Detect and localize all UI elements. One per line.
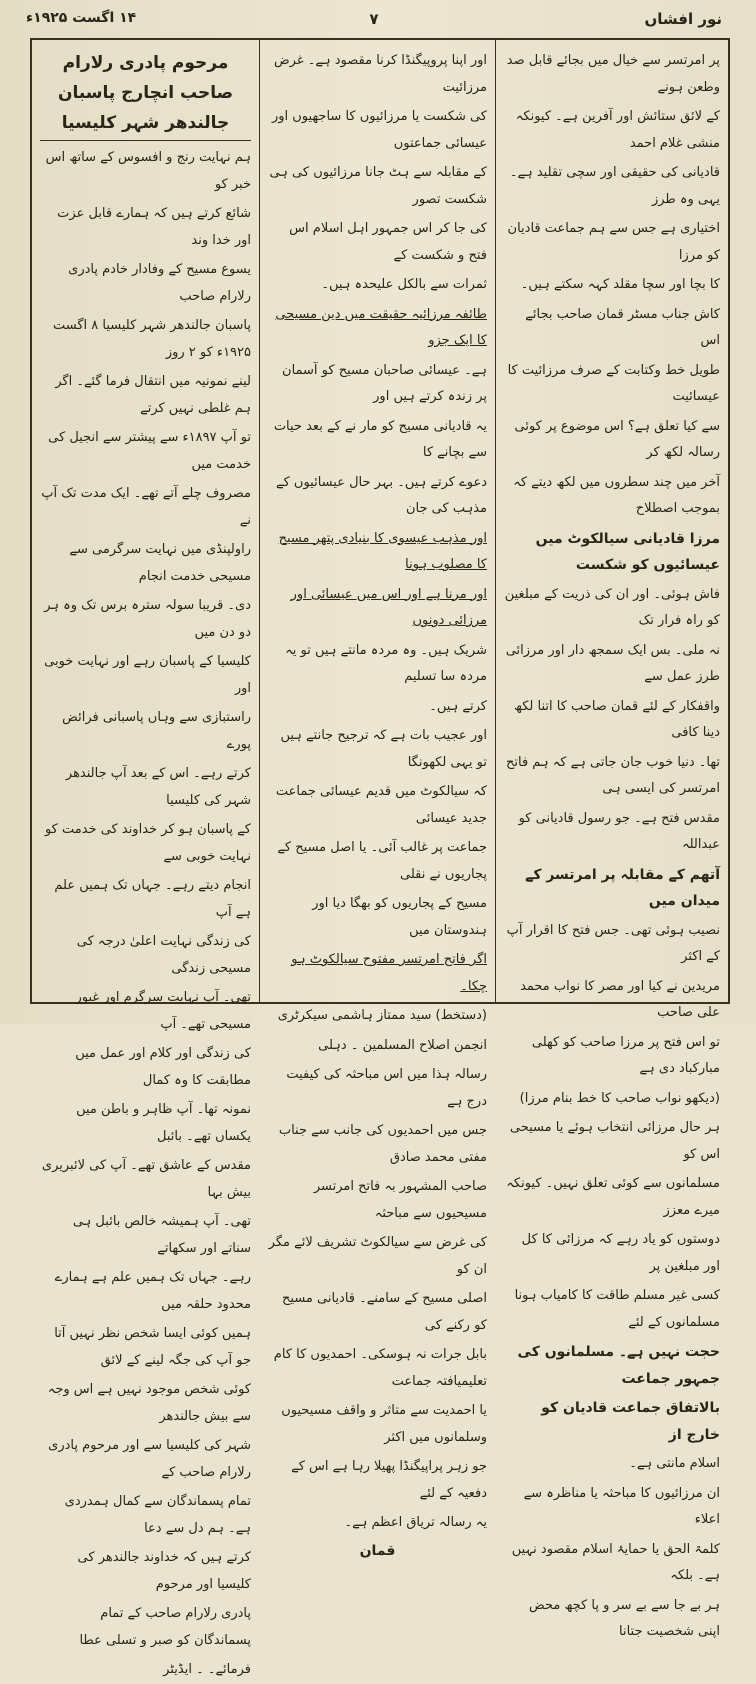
column-left xyxy=(32,40,260,1677)
text-line: پر امرتسر سے خیال میں بجائے قابل صد وطعن ہونے xyxy=(506,53,720,95)
text-line: اور مذہب عیسوی کا بنیادی پتھر مسیح کا مصلوب ہونا xyxy=(278,530,487,572)
text-line: کے مقابلہ سے ہٹ جانا مرزائیوں کی ہی شکست تصور xyxy=(269,165,487,207)
text-line: (دیکھو نواب صاحب کا خط بنام مرزا) xyxy=(519,1090,720,1106)
text-line: کلمۃ الحق یا حمایۂ اسلام مقصود نہیں ہے۔ بلکہ xyxy=(511,1541,720,1583)
text-line: مقدس فتح ہے۔ جو رسول قادیانی کو عبداللہ xyxy=(518,810,720,852)
text-line: شائع کرتے ہیں کہ ہمارے قابل عزت اور خدا وند xyxy=(57,206,251,248)
text-line: کوئی شخص موجود نہیں ہے اس وجہ سے بیش جالندھر xyxy=(47,1382,251,1424)
text-line: فرمائے۔ ۔ ایڈیٹر xyxy=(163,1662,251,1677)
column-right xyxy=(496,40,728,1639)
text-line: کی غرض سے سیالکوٹ تشریف لائے مگر ان کو xyxy=(268,1235,487,1277)
text-line: کرتے ہیں۔ xyxy=(429,698,487,714)
text-line: دعوے کرتے ہیں۔ بہر حال عیسائیوں کے مذہب کی جان xyxy=(275,474,487,516)
obituary-title: مرحوم پادری رلارام صاحب انچارج پاسبان جالندھر شہر کلیسیا xyxy=(40,48,251,141)
text-line: مقدس کے عاشق تھے۔ آپ کی لائبریری بیش بہا xyxy=(41,1158,251,1200)
text-line: یہ رسالہ تریاق اعظم ہے۔ xyxy=(344,1515,487,1530)
issue-date: ۱۴ اگست ۱۹۲۵ء xyxy=(26,10,137,26)
signature: قمان xyxy=(359,1542,396,1559)
text-line: سے کیا تعلق ہے؟ اس موضوع پر کوئی رسالہ لکھ کر xyxy=(514,418,720,460)
text-line: کے لائق ستائش اور آفرین ہے۔ کیونکہ منشی غلام احمد xyxy=(515,109,720,151)
text-line: ثمرات سے بالکل علیحدہ ہیں۔ xyxy=(321,277,487,292)
text-line: پادری رلارام صاحب کے تمام پسماندگان کو صبر و تسلی عطا xyxy=(79,1606,251,1648)
text-line: ہر حال مرزائی انتخاب ہوئے یا مسیحی اس کو xyxy=(509,1120,720,1162)
text-line: اور عجیب بات ہے کہ ترجیح جانتے ہیں تو یہی لکھونگا xyxy=(280,728,487,770)
text-line: ہمیں کوئی ایسا شخص نظر نہیں آتا جو آپ کی جگہ لینے کے لائق xyxy=(54,1326,251,1368)
text-line: تھی۔ آپ ہمیشہ خالص بائبل ہی سناتے اور سکھاتے xyxy=(72,1214,251,1256)
text-line: طویل خط وکتابت کے صرف مرزائیت کا عیسائیت xyxy=(507,362,720,404)
text-line: یہ قادیانی مسیح کو مار نے کے بعد حیات سے بچانے کا xyxy=(273,418,487,460)
text-line: مرزا قادیانی سیالکوٹ میں عیسائیوں کو شکست xyxy=(535,530,720,573)
column-middle xyxy=(260,40,496,1559)
text-line: کی جا کر اس جمہور اہل اسلام اس فتح و شکست کے xyxy=(289,221,487,263)
text-line: ہے۔ عیسائی صاحبان مسیح کو آسمان پر زندہ کرتے ہیں اور xyxy=(282,362,487,404)
text-line: واقفکار کے لئے قمان صاحب کا اتنا لکھ دینا کافی xyxy=(514,698,720,740)
text-line: دی۔ قریبا سولہ سترہ برس تک وہ ہر دو دن میں xyxy=(44,598,251,640)
text-line: تو آپ ۱۸۹۷ء سے پیشتر سے انجیل کی خدمت میں xyxy=(48,430,251,472)
text-line: کی زندگی نہایت اعلیٰ درجہ کی مسیحی زندگی xyxy=(76,934,251,976)
text-line: فاش ہوئی۔ اور ان کی ذریت کے مبلغین کو راہ فرار تک xyxy=(504,586,720,628)
text-line: نصیب ہوئی تھی۔ جس فتح کا اقرار آپ کے اکثر xyxy=(506,922,720,964)
text-line: (دستخط) سید ممتاز ہاشمی سیکرٹری xyxy=(277,1008,487,1023)
text-line: مصروف چلے آتے تھے۔ ایک مدت تک آپ نے xyxy=(41,486,251,528)
text-line: دوستوں کو یاد رہے کہ مرزائی کا کل اور مبلغین پر xyxy=(521,1232,720,1274)
text-line: شریک ہیں۔ وہ مردہ مانتے ہیں تو یہ مردہ سا تسلیم xyxy=(285,642,487,684)
text-line: انجمن اصلاح المسلمین ۔ دہلی xyxy=(318,1037,487,1053)
text-line: کاش جناب مسٹر قمان صاحب بجائے اس xyxy=(525,306,720,348)
text-line: آخر میں چند سطروں میں لکھ دیتے کہ بموجب اصطلاح xyxy=(513,474,720,516)
text-line: ہم نہایت رنج و افسوس کے ساتھ اس خبر کو xyxy=(45,150,251,192)
text-line: کرتے رہے۔ اس کے بعد آپ جالندھر شہر کی کلیسیا xyxy=(65,766,251,808)
text-line: ان مرزائیوں کا مباحثہ یا مناظرہ سے اعلاء xyxy=(523,1485,720,1527)
text-line: رسالہ ہذا میں اس مباحثہ کی کیفیت درج ہے xyxy=(286,1067,487,1109)
text-line: یسوع مسیح کے وفادار خادم پادری رلارام صاحب xyxy=(68,262,251,304)
page-header xyxy=(26,6,722,32)
text-line: جماعت پر غالب آئی۔ یا اصل مسیح کے پجاریوں نے نقلی xyxy=(277,840,487,882)
page-number: ۷ xyxy=(369,10,379,28)
text-line: حجت نہیں ہے۔ مسلمانوں کی جمہور جماعت xyxy=(517,1344,720,1387)
text-line: اگر فاتح امرتسر مفتوح سیالکوٹ ہو چکا۔ xyxy=(291,952,487,994)
text-line: کی زندگی اور کلام اور عمل میں مطابقت کا وہ کمال xyxy=(75,1046,251,1088)
text-line: جو زہر پراپیگنڈا پھیلا رہا ہے اس کے دفعیہ کے لئے xyxy=(291,1459,487,1501)
text-line: اور مرنا ہے اور اس میں عیسائی اور مرزائی دونوں xyxy=(290,586,487,628)
text-line: طائفہ مرزائیہ حقیقت میں دین مسیحی کا ایک جزو xyxy=(275,306,487,348)
text-line: بابل جرات نہ ہوسکی۔ احمدیوں کا کام تعلیمیافتہ جماعت xyxy=(273,1347,487,1389)
text-line: صاحب المشہور بہ فاتح امرتسر مسیحیوں سے مباحثہ xyxy=(313,1179,487,1221)
text-line: کرتے ہیں کہ خداوند جالندھر کی کلیسیا اور مرحوم xyxy=(77,1550,251,1592)
text-line: تمام پسماندگان سے کمال ہمدردی ہے۔ ہم دل سے دعا xyxy=(64,1494,251,1536)
text-line: قادیانی کی حقیقی اور سچی تقلید ہے۔ یہی وہ طرز xyxy=(509,165,720,207)
article-frame xyxy=(30,38,730,1677)
text-line: اختیاری ہے جس سے ہم جماعت قادیان کو مرزا xyxy=(507,221,720,263)
text-line: یا احمدیت سے متاثر و واقف مسیحیوں وسلمانوں میں اکثر xyxy=(281,1403,487,1445)
text-line: تھی۔ آپ نہایت سرگرم اور غیور مسیحی تھے۔ آپ xyxy=(75,990,251,1032)
text-line: لینے نمونیہ میں انتقال فرما گئے۔ اگر ہم غلطی نہیں کرتے xyxy=(55,374,251,416)
text-line: کی شکست یا مرزائیوں کا ساجھیوں اور عیسائی جماعتوں xyxy=(271,109,487,151)
text-line: بالاتفاق جماعت قادیان کو خارج از xyxy=(541,1400,720,1443)
text-line: نہ ملی۔ بس ایک سمجھ دار اور مرزائی طرز عمل سے xyxy=(505,642,720,684)
text-line: کے پاسبان ہو کر خداوند کی خدمت کو نہایت خوبی سے xyxy=(44,822,251,864)
text-line: جس میں احمدیوں کی جانب سے جناب مفتی محمد صادق xyxy=(278,1123,487,1165)
text-line: رہے۔ جہاں تک ہمیں علم ہے ہمارے محدود حلقہ میں xyxy=(54,1270,251,1312)
text-line: کسی غیر مسلم طاقت کا کامیاب ہونا مسلمانوں کے لئے xyxy=(514,1288,720,1330)
text-line: ہر بے جا سے بے سر و پا کچھ محض اپنی شخصیت جتانا xyxy=(529,1597,720,1639)
text-line: کلیسیا کے پاسبان رہے اور نہایت خوبی اور xyxy=(44,654,251,696)
text-line: اصلی مسیح کے سامنے۔ قادیانی مسیح کو رکنے کی xyxy=(282,1291,487,1333)
text-line: تو اس فتح پر مرزا صاحب کو کھلی مبارکباد دی ہے xyxy=(531,1034,720,1076)
text-line: شہر کی کلیسیا سے اور مرحوم پادری رلارام صاحب کے xyxy=(48,1438,251,1480)
text-line: انجام دیتے رہے۔ جہاں تک ہمیں علم ہے آپ xyxy=(54,878,251,920)
text-line: مسلمانوں سے کوئی تعلق نہیں۔ کیونکہ میرے معزز xyxy=(506,1176,720,1218)
text-line: راولپنڈی میں نہایت سرگرمی سے مسیحی خدمت انجام xyxy=(69,542,251,584)
text-line: راستبازی سے وہاں پاسبانی فرائض پورے xyxy=(62,710,251,752)
text-line: مسیح کے پجاریوں کو بھگا دیا اور ہندوستان میں xyxy=(312,896,487,938)
text-line: تھا۔ دنیا خوب جان جاتی ہے کہ ہم فاتح امرتسر کی ایسی ہی xyxy=(505,754,720,796)
text-line: نمونہ تھا۔ آپ ظاہر و باطن میں یکساں تھے۔ بائبل xyxy=(76,1102,251,1144)
text-line: آتھم کے مقابلہ پر امرتسر کے میدان میں xyxy=(525,866,720,909)
text-line: کہ سیالکوٹ میں قدیم عیسائی جماعت جدید عیسائی xyxy=(275,784,487,826)
text-line: اسلام مانتی ہے۔ xyxy=(629,1456,720,1471)
text-line: کا بچا اور سچا مقلد کہہ سکتے ہیں۔ xyxy=(520,277,720,292)
newspaper-title: نور افشاں xyxy=(644,10,722,28)
text-line: مریدین نے کیا اور مصر کا نواب محمد علی صاحب xyxy=(520,978,720,1020)
text-line: پاسبان جالندھر شہر کلیسیا ۸ اگست ۱۹۲۵ء کو ۲ روز xyxy=(52,318,251,360)
text-line: اور اپنا پروپیگنڈا کرنا مقصود ہے۔ غرض مرزائیت xyxy=(273,53,487,95)
